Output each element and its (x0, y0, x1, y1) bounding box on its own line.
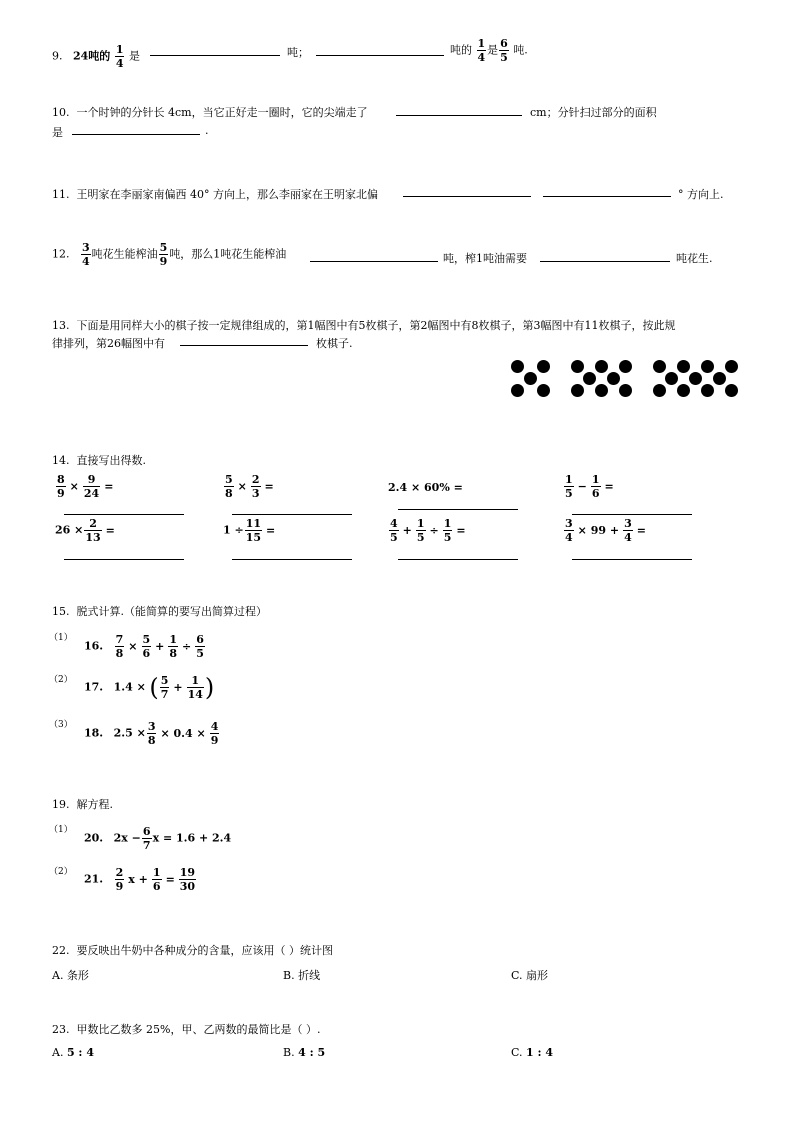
question-19: 19. 解方程. (52, 798, 113, 811)
sub-question-16: 16. $\frac{7}{8}$ × $\frac{5}{6}$ + $\frac{1}{8}$ ÷ $\frac{6}{5}$ (84, 633, 204, 660)
calc-item: 26 × $\frac{2}{13}$ = (55, 517, 115, 544)
sub-question-17: 17. 1.4 × ( $\frac{5}{7}$ + $\frac{1}{14}$ ) (84, 673, 215, 702)
answer-blank[interactable] (310, 261, 438, 262)
option-a[interactable]: A. 条形 (52, 969, 89, 982)
calc-item: $\frac{1}{5}$ − $\frac{1}{6}$ = (565, 473, 614, 500)
option-c[interactable]: C. 扇形 (511, 969, 549, 982)
fraction: $\frac{5}{9}$ (159, 241, 168, 268)
question-15: 15. 脱式计算.（能简算的要写出简算过程） (52, 605, 267, 618)
question-9: 9. 24吨的 $\frac{1}{4}$ 是 (52, 43, 140, 70)
calc-item: $\frac{3}{4}$ × 99 + $\frac{3}{4}$ = (565, 517, 646, 544)
question-22: 22. 要反映出牛奶中各种成分的含量，应该用（ ）统计图 (52, 944, 333, 957)
answer-blank[interactable] (398, 509, 518, 510)
question-11: 11. 王明家在李丽家南偏西 40° 方向上，那么李丽家在王明家北偏 (52, 188, 378, 201)
answer-blank[interactable] (64, 514, 184, 515)
answer-blank[interactable] (403, 196, 531, 197)
answer-blank[interactable] (232, 514, 352, 515)
fraction: $\frac{1}{4}$ (477, 37, 486, 64)
answer-blank[interactable] (572, 559, 692, 560)
answer-blank[interactable] (180, 345, 308, 346)
calc-item: 1 ÷ $\frac{11}{15}$ = (223, 517, 276, 544)
sub-question-18: 18. 2.5 × $\frac{3}{8}$ × 0.4 × $\frac{4}{9}$ (84, 720, 219, 747)
calc-item: $\frac{4}{5}$ + $\frac{1}{5}$ ÷ $\frac{1}{5}$ = (390, 517, 466, 544)
calc-item: 2.4 × 60% = (388, 481, 463, 494)
option-c[interactable]: C. 1 : 4 (511, 1046, 554, 1059)
answer-blank[interactable] (543, 196, 671, 197)
question-10: 10. 一个时钟的分针长 4cm，当它正好走一圈时，它的尖端走了 (52, 106, 368, 119)
answer-blank[interactable] (150, 55, 280, 56)
option-b[interactable]: B. 折线 (283, 969, 321, 982)
answer-blank[interactable] (72, 134, 200, 135)
calc-item: $\frac{8}{9}$ × $\frac{9}{24}$ = (57, 473, 114, 500)
option-a[interactable]: A. 5 : 4 (52, 1046, 94, 1059)
option-b[interactable]: B. 4 : 5 (283, 1046, 326, 1059)
question-14: 14. 直接写出得数. (52, 454, 146, 467)
question-12: 12. $\frac{3}{4}$ 吨花生能榨油 $\frac{5}{9}$ 吨，那么1吨花生能榨油 (52, 241, 287, 268)
answer-blank[interactable] (396, 115, 522, 116)
answer-blank[interactable] (398, 559, 518, 560)
answer-blank[interactable] (572, 514, 692, 515)
fraction: $\frac{3}{4}$ (82, 241, 90, 268)
answer-blank[interactable] (540, 261, 670, 262)
answer-blank[interactable] (316, 55, 444, 56)
question-13: 13. 下面是用同样大小的棋子按一定规律组成的，第1幅图中有5枚棋子，第2幅图中有8枚棋子，第3幅图中有11枚棋子，按此规 (52, 319, 676, 332)
sub-question-20: 20. 2x − $\frac{6}{7}$ x = 1.6 + 2.4 (84, 825, 232, 852)
fraction: $\frac{1}{4}$ (115, 43, 124, 70)
question-23: 23. 甲数比乙数多 25%，甲、乙两数的最简比是（ ）. (52, 1023, 321, 1036)
answer-blank[interactable] (64, 559, 184, 560)
calc-item: $\frac{5}{8}$ × $\frac{2}{3}$ = (225, 473, 274, 500)
sub-question-21: 21. $\frac{2}{9}$ x + $\frac{1}{6}$ = $\frac{19}{30}$ (84, 866, 196, 893)
answer-blank[interactable] (232, 559, 352, 560)
fraction: $\frac{6}{5}$ (500, 37, 508, 64)
